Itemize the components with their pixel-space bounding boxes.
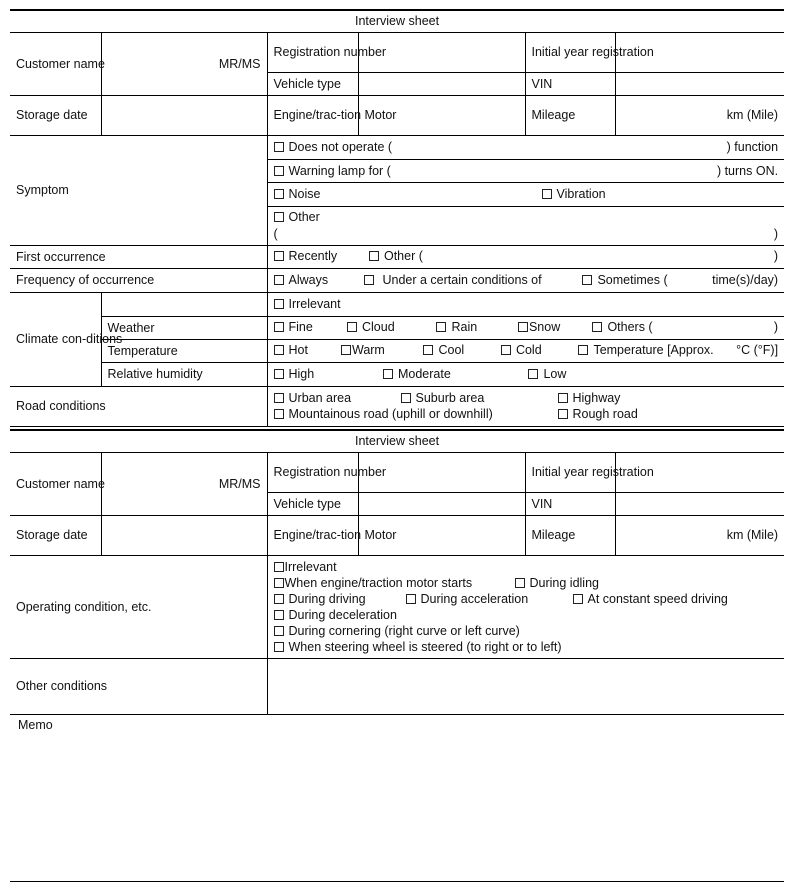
constant-speed-option[interactable]: At constant speed driving — [573, 591, 728, 607]
suburb-option[interactable]: Suburb area — [401, 390, 558, 406]
temperature-unit: °C (°F)] — [736, 343, 779, 357]
other-conditions-label: Other conditions — [10, 658, 267, 714]
operating-condition-label: Operating condition, etc. — [10, 555, 267, 658]
symptom-label: Symptom — [10, 135, 267, 245]
initial-year-label: Initial year registration — [525, 452, 615, 492]
checkbox-icon[interactable] — [582, 275, 592, 285]
first-occurrence-label: First occurrence — [10, 245, 267, 268]
vehicle-type-label: Vehicle type — [267, 72, 358, 95]
checkbox-icon[interactable] — [274, 642, 284, 652]
checkbox-icon[interactable] — [274, 251, 284, 261]
cool-option[interactable]: Cool — [423, 342, 497, 358]
checkbox-icon[interactable] — [341, 345, 351, 355]
steering-option[interactable]: When steering wheel is steered (to right or to left) — [274, 639, 562, 655]
checkbox-icon[interactable] — [406, 594, 416, 604]
mileage-label: Mileage — [525, 515, 615, 555]
function-suffix: ) function — [726, 140, 779, 154]
checkbox-icon[interactable] — [274, 189, 284, 199]
checkbox-icon[interactable] — [274, 393, 284, 403]
storage-date-label: Storage date — [10, 515, 101, 555]
low-option[interactable]: Low — [528, 366, 566, 382]
engine-starts-option[interactable]: When engine/traction motor starts — [274, 575, 515, 591]
vin-field[interactable] — [615, 492, 784, 515]
turns-on-suffix: ) turns ON. — [716, 163, 779, 178]
open-paren: ( — [273, 227, 278, 241]
registration-number-label: Registration number — [267, 452, 358, 492]
rough-road-option[interactable]: Rough road — [558, 406, 638, 422]
noise-option[interactable]: Noise — [274, 186, 542, 202]
checkbox-icon[interactable] — [364, 275, 374, 285]
checkbox-icon[interactable] — [383, 369, 393, 379]
sometimes-option[interactable]: Sometimes ( — [582, 272, 667, 288]
during-acceleration-option[interactable]: During acceleration — [406, 591, 573, 607]
customer-name-label: Customer name — [10, 32, 101, 95]
always-option[interactable]: Always — [274, 272, 361, 288]
customer-name-label: Customer name — [10, 452, 101, 515]
during-idling-option[interactable]: During idling — [515, 575, 599, 591]
fine-option[interactable]: Fine — [274, 319, 344, 335]
hot-option[interactable]: Hot — [274, 342, 338, 358]
does-not-operate-option[interactable]: Does not operate ( — [274, 139, 393, 155]
vehicle-type-field[interactable] — [358, 72, 525, 95]
checkbox-icon[interactable] — [274, 142, 284, 152]
checkbox-icon[interactable] — [542, 189, 552, 199]
vehicle-type-label: Vehicle type — [267, 492, 358, 515]
checkbox-icon[interactable] — [274, 369, 284, 379]
memo-label: Memo — [18, 718, 53, 732]
climate-label: Climate con-ditions — [10, 292, 101, 386]
close-paren: ) — [773, 320, 779, 334]
close-paren: ) — [773, 249, 779, 263]
moderate-option[interactable]: Moderate — [383, 366, 525, 382]
rain-option[interactable]: Rain — [436, 319, 514, 335]
checkbox-icon[interactable] — [518, 322, 528, 332]
checkbox-icon[interactable] — [347, 322, 357, 332]
vin-label: VIN — [525, 492, 615, 515]
road-conditions-label: Road conditions — [10, 386, 267, 426]
checkbox-icon[interactable] — [274, 409, 284, 419]
checkbox-icon[interactable] — [573, 594, 583, 604]
mr-ms-field[interactable] — [101, 32, 267, 95]
temperature-approx-option[interactable]: Temperature [Approx. — [578, 342, 713, 358]
mileage-field[interactable] — [615, 95, 784, 135]
bottom-divider — [10, 881, 784, 882]
checkbox-icon[interactable] — [274, 275, 284, 285]
cold-option[interactable]: Cold — [501, 342, 575, 358]
checkbox-icon[interactable] — [274, 610, 284, 620]
checkbox-icon[interactable] — [501, 345, 511, 355]
checkbox-icon[interactable] — [515, 578, 525, 588]
sheet-title: Interview sheet — [10, 430, 784, 452]
under-conditions-option[interactable]: Under a certain conditions of — [364, 272, 579, 288]
checkbox-icon[interactable] — [436, 322, 446, 332]
checkbox-icon[interactable] — [592, 322, 602, 332]
vin-label: VIN — [525, 72, 615, 95]
during-cornering-option[interactable]: During cornering (right curve or left curve) — [274, 623, 520, 639]
storage-date-field[interactable] — [101, 95, 267, 135]
other-conditions-field[interactable] — [267, 658, 784, 714]
during-driving-option[interactable]: During driving — [274, 591, 406, 607]
irrelevant-option[interactable]: Irrelevant — [274, 296, 341, 312]
warning-lamp-option[interactable]: Warning lamp for ( — [274, 163, 391, 179]
initial-year-label: Initial year registration — [525, 32, 615, 72]
mileage-unit: km (Mile) — [726, 528, 779, 542]
urban-option[interactable]: Urban area — [274, 390, 401, 406]
engine-label: Engine/trac-tion Motor — [267, 95, 358, 135]
checkbox-icon[interactable] — [274, 594, 284, 604]
vibration-option[interactable]: Vibration — [542, 186, 606, 202]
others-weather-option[interactable]: Others ( — [592, 319, 652, 335]
mr-ms-label: MR/MS — [218, 56, 261, 71]
irrelevant-option[interactable]: Irrelevant — [274, 559, 337, 575]
checkbox-icon[interactable] — [274, 578, 284, 588]
other-occurrence-option[interactable]: Other ( — [369, 248, 423, 264]
close-paren: ) — [773, 227, 779, 241]
checkbox-icon[interactable] — [274, 626, 284, 636]
checkbox-icon[interactable] — [274, 166, 284, 176]
storage-date-field[interactable] — [101, 515, 267, 555]
vin-field[interactable] — [615, 72, 784, 95]
temperature-label: Temperature — [101, 339, 267, 362]
checkbox-icon[interactable] — [578, 345, 588, 355]
mountainous-option[interactable]: Mountainous road (uphill or downhill) — [274, 406, 558, 422]
engine-label: Engine/trac-tion Motor — [267, 515, 358, 555]
frequency-label: Frequency of occurrence — [10, 268, 267, 292]
checkbox-icon[interactable] — [274, 212, 284, 222]
checkbox-icon[interactable] — [423, 345, 433, 355]
times-per-day: time(s)/day) — [712, 272, 779, 287]
cloud-option[interactable]: Cloud — [347, 319, 433, 335]
checkbox-icon[interactable] — [274, 299, 284, 309]
checkbox-icon[interactable] — [558, 409, 568, 419]
sheet-title: Interview sheet — [10, 10, 784, 32]
during-deceleration-option[interactable]: During deceleration — [274, 607, 397, 623]
mr-ms-field[interactable] — [101, 452, 267, 515]
checkbox-icon[interactable] — [369, 251, 379, 261]
storage-date-label: Storage date — [10, 95, 101, 135]
humidity-label: Relative humidity — [101, 362, 267, 386]
checkbox-icon[interactable] — [274, 345, 284, 355]
highway-option[interactable]: Highway — [558, 390, 621, 406]
checkbox-icon[interactable] — [558, 393, 568, 403]
checkbox-icon[interactable] — [274, 322, 284, 332]
vehicle-type-field[interactable] — [358, 492, 525, 515]
checkbox-icon[interactable] — [528, 369, 538, 379]
interview-sheet-2 — [10, 429, 784, 715]
registration-number-label: Registration number — [267, 32, 358, 72]
mileage-field[interactable] — [615, 515, 784, 555]
mileage-unit: km (Mile) — [726, 108, 779, 122]
mileage-label: Mileage — [525, 95, 615, 135]
weather-label: Weather — [101, 316, 267, 339]
checkbox-icon[interactable] — [274, 562, 284, 572]
high-option[interactable]: High — [274, 366, 380, 382]
other-option[interactable]: Other — [274, 209, 320, 225]
mr-ms-label: MR/MS — [218, 476, 261, 491]
recently-option[interactable]: Recently — [274, 248, 366, 264]
snow-option[interactable]: Snow — [518, 319, 589, 335]
interview-sheet-1 — [10, 9, 784, 427]
warm-option[interactable]: Warm — [341, 342, 420, 358]
checkbox-icon[interactable] — [401, 393, 411, 403]
